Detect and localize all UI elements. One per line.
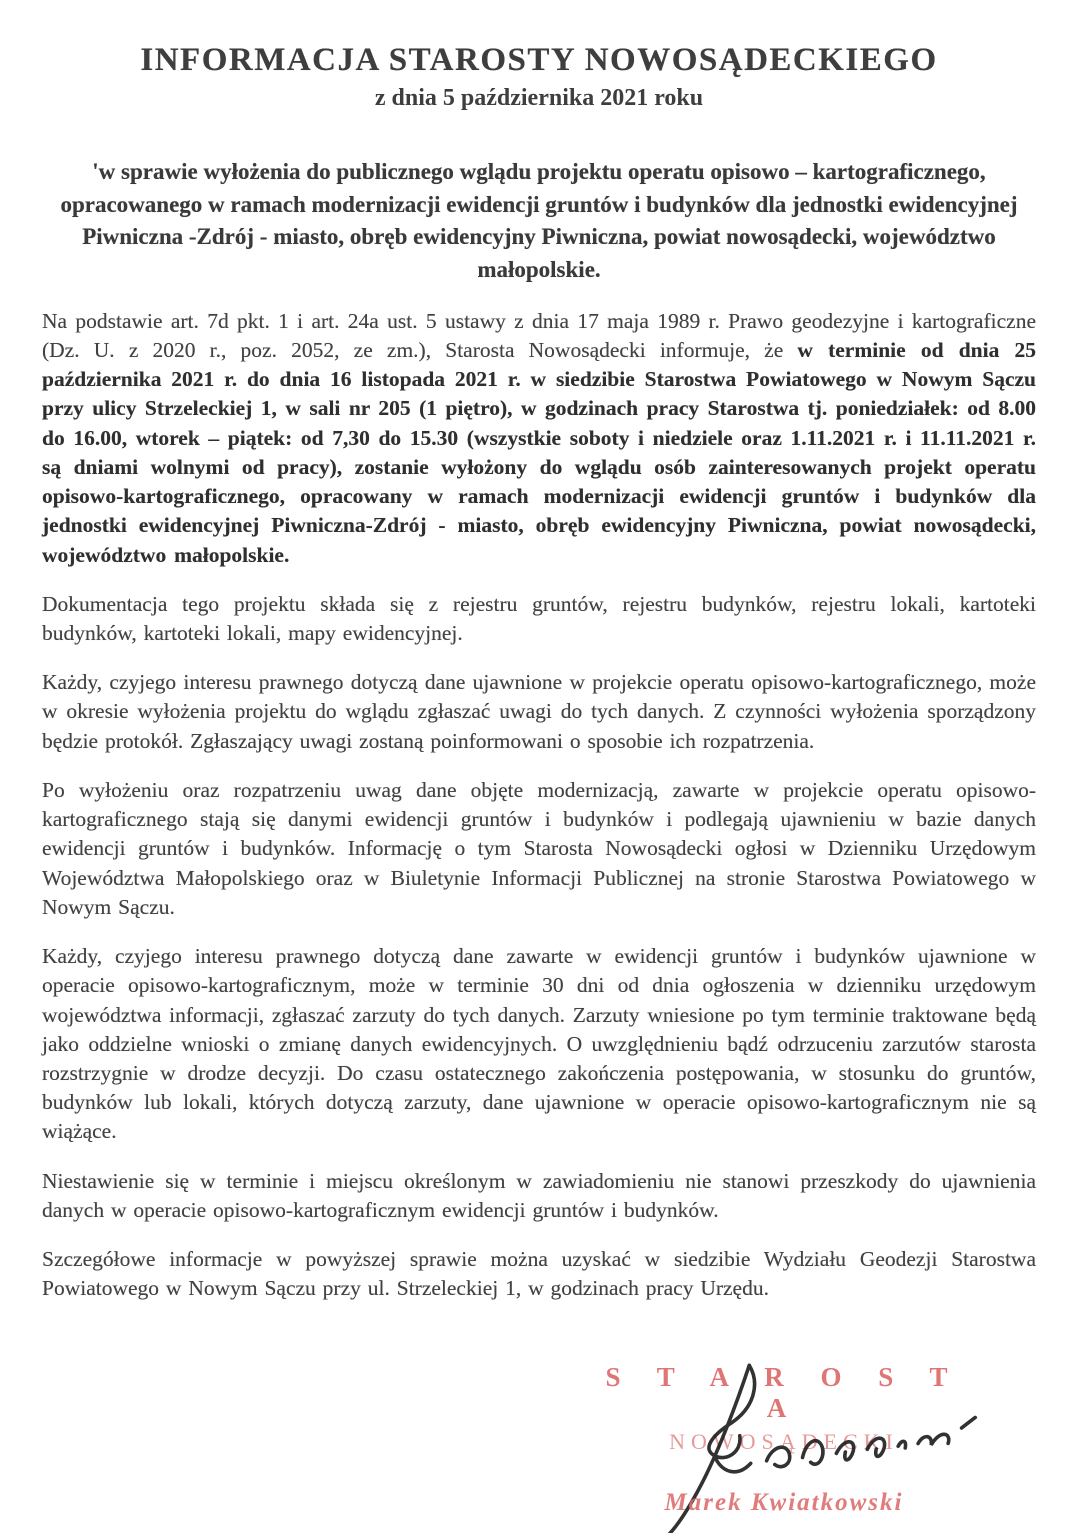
subject-paragraph: 'w sprawie wyłożenia do publicznego wglądu projektu operatu opisowo – kartograficznego, opracowanego w ramach modernizacji ewidencji gruntów i budynków dla jednostki ewidencyjnej Piwniczna -Zdrój - miasto, obręb ewidencyjny Piwniczna, powiat nowosądecki, województwo małopolskie. (60, 159, 1018, 282)
signer-name: Marek Kwiatkowski (664, 1488, 904, 1516)
legal-basis-normal-text: Na podstawie art. 7d pkt. 1 i art. 24a ust. 5 ustawy z dnia 17 maja 1989 r. Prawo geodezyjne i kartograficzne (Dz. U. z 2020 r., poz. 2052, ze zm.), Starosta Nowosądecki informuje, że (42, 308, 1036, 362)
stamp-title: S T A R O S T A (605, 1361, 963, 1423)
paragraph-non-appearance: Niestawienie się w terminie i miejscu określonym w zawiadomieniu nie stanowi przeszkody do ujawnienia danych w operacie opisowo-kartograficznym ewidencji gruntów i budynków. (42, 1168, 1036, 1222)
paragraph-after-display: Po wyłożeniu oraz rozpatrzeniu uwag dane objęte modernizacją, zawarte w projekcie operatu opisowo-kartograficznego stają się danymi ewidencji gruntów i budynków i podlegają ujawnieniu w bazie danych ewidencji gruntów i budynków. Informację o tym Starosta Nowosądecki ogłosi w Dzienniku Urzędowym Województwa Małopolskiego oraz w Biuletynie Informacji Publicznej na stronie Starostwa Powiatowego w Nowym Sączu. (42, 777, 1036, 919)
paragraph-objections: Każdy, czyjego interesu prawnego dotyczą dane zawarte w ewidencji gruntów i budynków ujawnione w operacie opisowo-kartograficznym, może w terminie 30 dni od dnia ogłoszenia w dzienniku urzędowym województwa informacji, zgłaszać zarzuty do tych danych. Zarzuty wniesione po tym terminie traktowane będą jako oddzielne wnioski o zmianę danych ewidencyjnych. O uwzględnieniu bądź odrzuceniu zarzutów starosta rozstrzygnie w drodze decyzji. Do czasu ostatecznego zakończenia postępowania, w stosunku do gruntów, budynków lub lokali, których dotyczą zarzuty, dane ujawnione w operacie opisowo-kartograficznym nie są wiążące. (42, 944, 1036, 1144)
paragraph-legal-basis (42, 307, 1036, 570)
legal-basis-bold-text: w terminie od dnia 25 października 2021 r. do dnia 16 listopada 2021 r. w siedzibie Starostwa Powiatowego w Nowym Sączu przy ulicy Strzeleckiej 1, w sali nr 205 (1 piętro), w godzinach pracy Starostwa tj. poniedziałek: od 8.00 do 16.00, wtorek – piątek: od 7,30 do 15.30 (wszystkie soboty i niedziele oraz 1.11.2021 r. i 11.11.2021 r. są dniami wolnymi od pracy), zostanie wyłożony do wglądu osób zainteresowanych projekt operatu opisowo-kartograficznego, opracowany w ramach modernizacji ewidencji gruntów i budynków dla jednostki ewidencyjnej Piwniczna-Zdrój - miasto, obręb ewidencyjny Piwniczna, powiat nowosądecki, województwo małopolskie. (42, 337, 1036, 567)
document-date: z dnia 5 października 2021 roku (374, 85, 704, 111)
signature-block (604, 1362, 964, 1517)
paragraph-documentation: Dokumentacja tego projektu składa się z rejestru gruntów, rejestru budynków, rejestru lokali, kartoteki budynków, kartoteki lokali, mapy ewidencyjnej. (42, 591, 1036, 645)
stamp-subtitle: NOWOSĄDECKI (669, 1428, 899, 1454)
paragraph-further-info: Szczegółowe informacje w powyższej sprawie można uzyskać w siedzibie Wydziału Geodezji Starostwa Powiatowego w Nowym Sączu przy ul. Strzeleckiej 1, w godzinach pracy Urzędu. (42, 1247, 1036, 1301)
paragraph-remarks-rights: Każdy, czyjego interesu prawnego dotyczą dane ujawnione w projekcie operatu opisowo-kartograficznego, może w okresie wyłożenia projektu do wglądu zgłaszać uwagi do tych danych. Z czynności wyłożenia sporządzony będzie protokół. Zgłaszający uwagi zostaną poinformowani o sposobie ich rozpatrzenia. (42, 670, 1036, 753)
document-title: INFORMACJA STAROSTY NOWOSĄDECKIEGO (140, 42, 938, 78)
